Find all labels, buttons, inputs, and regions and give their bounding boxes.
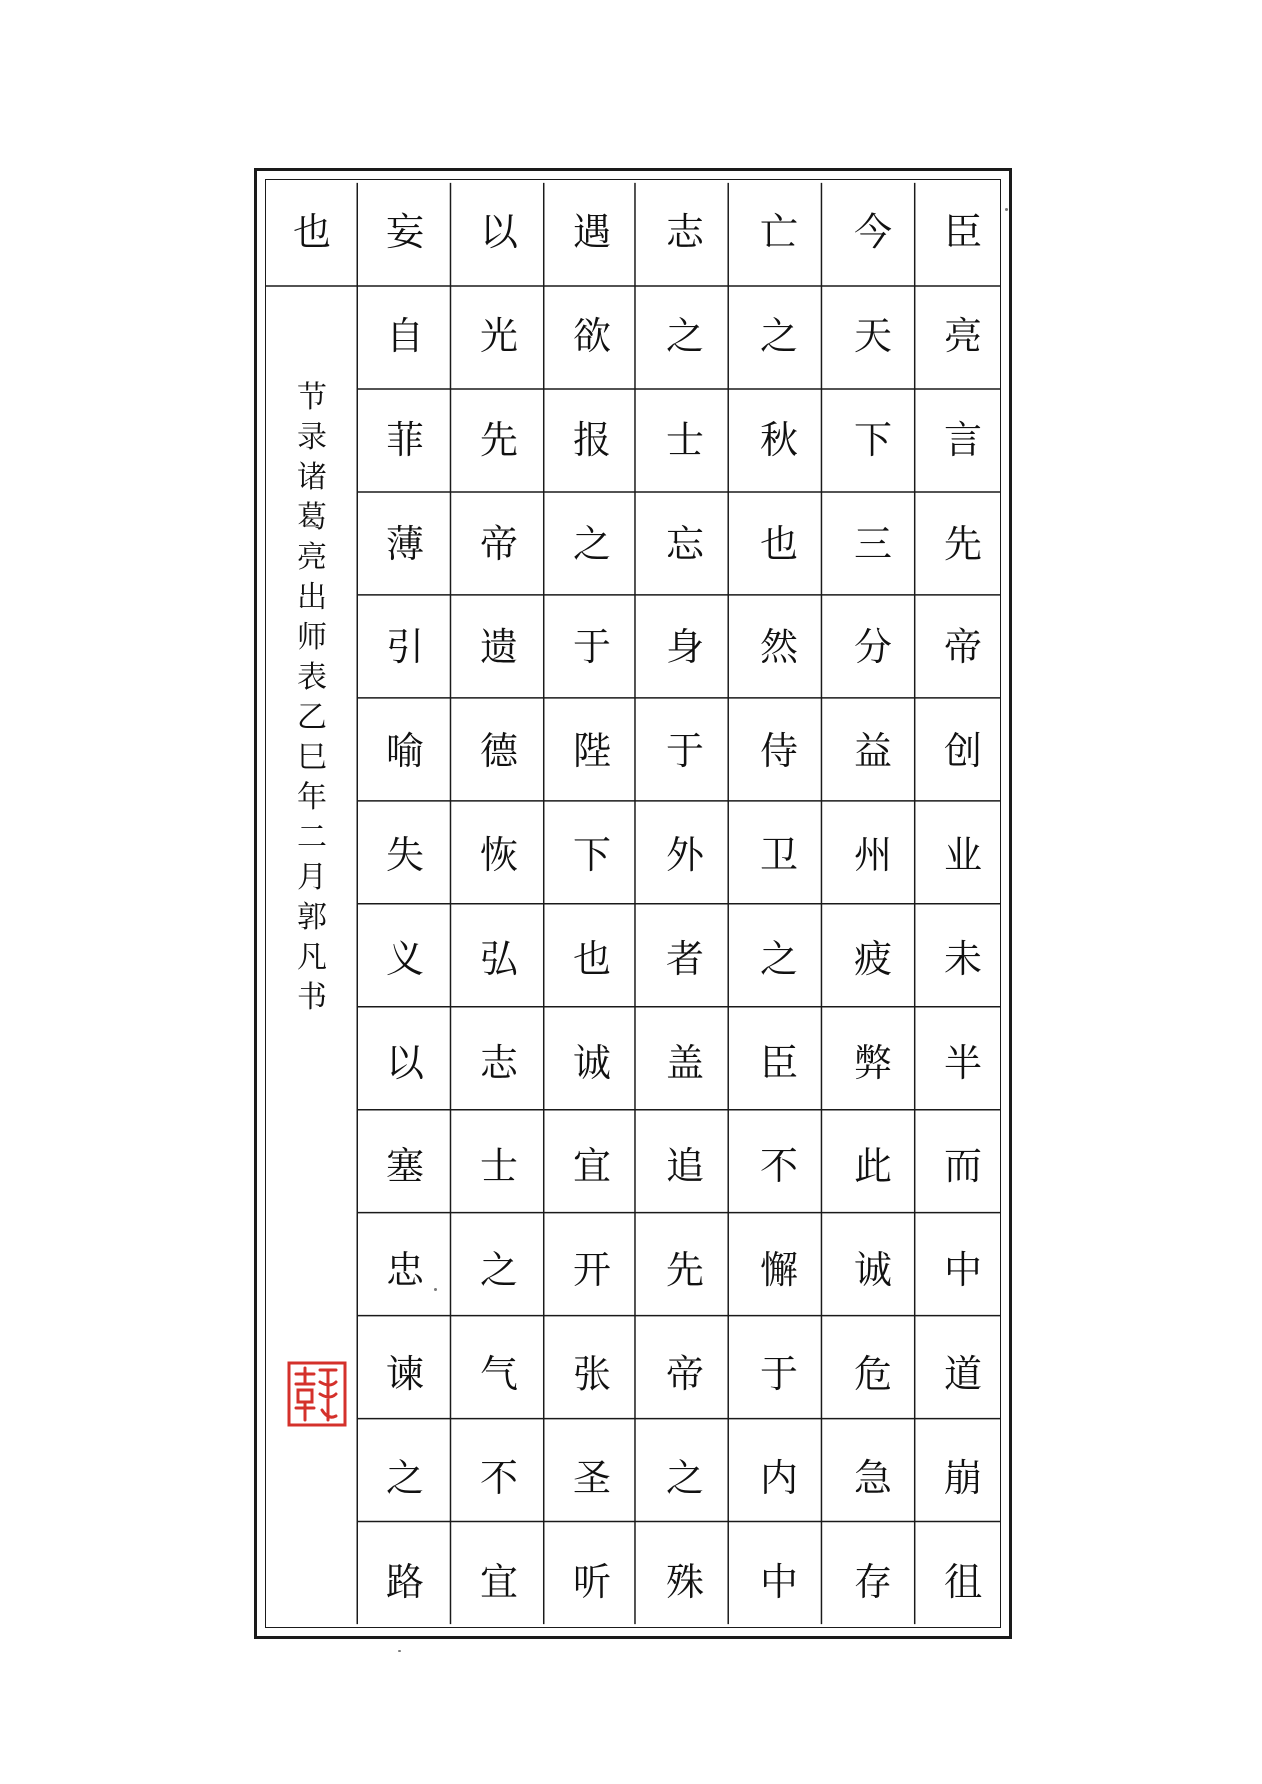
grid-character: 者 [665,936,704,981]
colophon-character: 录 [297,420,327,455]
paper-speck [398,1650,401,1652]
grid-character: 言 [943,417,982,462]
grid-character: 先 [943,521,982,566]
colophon-character: 出 [297,580,327,615]
grid-character: 之 [665,313,704,358]
grid-character: 恢 [479,832,518,877]
grid-character: 臣 [943,210,982,254]
grid-character: 宜 [572,1144,611,1189]
grid-character: 臣 [759,1040,798,1085]
grid-character: 失 [385,832,424,877]
red-seal-stamp [286,1360,348,1428]
grid-character: 急 [853,1455,892,1500]
colophon-character: 巳 [297,740,327,775]
colophon-character: 二 [297,820,327,855]
grid-character: 先 [665,1248,704,1293]
grid-character: 存 [853,1559,892,1604]
grid-character: 外 [665,832,704,877]
grid-character: 弘 [479,936,518,981]
grid-character: 危 [853,1351,892,1396]
grid-character: 半 [943,1040,982,1085]
colophon-character: 节 [297,380,327,415]
grid-character: 帝 [665,1351,704,1396]
grid-character: 内 [759,1455,798,1500]
grid-character: 中 [759,1559,798,1604]
grid-character: 天 [853,313,892,358]
grid-character: 以 [479,210,518,254]
grid-character: 创 [943,729,982,774]
grid-character: 开 [572,1248,611,1293]
grid-character: 志 [665,210,704,254]
grid-character: 光 [479,313,518,358]
grid-character: 追 [665,1144,704,1189]
grid-character: 圣 [572,1455,611,1500]
grid-character: 谏 [385,1351,424,1396]
grid-character: 亡 [759,210,798,254]
grid-character: 不 [479,1455,518,1500]
grid-character: 懈 [759,1248,798,1293]
grid-character: 今 [853,210,892,254]
grid-character: 塞 [385,1144,424,1189]
grid-character: 弊 [853,1040,892,1085]
colophon-character: 诸 [297,460,327,495]
grid-character: 侍 [759,729,798,774]
grid-character: 士 [665,417,704,462]
grid-character: 盖 [665,1040,704,1085]
colophon-character: 月 [297,860,327,895]
grid-character: 中 [943,1248,982,1293]
colophon-character: 郭 [297,900,327,935]
grid-character: 妄 [385,210,424,254]
colophon-character: 书 [297,980,327,1015]
grid-character: 之 [759,936,798,981]
colophon-character: 年 [297,780,327,815]
grid-character: 未 [943,936,982,981]
colophon-character: 表 [297,660,327,695]
grid-character: 殊 [665,1559,704,1604]
grid-character: 引 [385,625,424,670]
grid-character: 路 [385,1559,424,1604]
grid-character: 之 [665,1455,704,1500]
colophon-character: 葛 [297,500,327,535]
grid-character: 也 [292,210,331,254]
grid-character: 德 [479,729,518,774]
grid-character: 之 [385,1455,424,1500]
grid-character: 不 [759,1144,798,1189]
grid-character: 陛 [572,729,611,774]
grid-character: 报 [572,417,611,462]
grid-character: 崩 [943,1455,982,1500]
grid-character: 亮 [943,313,982,358]
grid-character: 下 [853,417,892,462]
grid-character: 州 [853,832,892,877]
colophon-character: 亮 [297,540,327,575]
grid-character: 以 [385,1040,424,1085]
grid-frame [265,179,1001,1628]
grid-character: 遗 [479,625,518,670]
grid-character: 志 [479,1040,518,1085]
grid-character: 于 [572,625,611,670]
grid-character: 菲 [385,417,424,462]
grid-character: 下 [572,832,611,877]
grid-character: 欲 [572,313,611,358]
calligraphy-sheet [254,168,1012,1639]
grid-character: 听 [572,1559,611,1604]
grid-character: 张 [572,1351,611,1396]
grid-character: 身 [665,625,704,670]
grid-character: 三 [853,521,892,566]
paper-speck [434,1288,437,1291]
grid-character: 自 [385,313,424,358]
grid-character: 于 [759,1351,798,1396]
grid-character: 徂 [943,1559,982,1604]
colophon-character: 凡 [297,940,327,975]
grid-character: 然 [759,625,798,670]
grid-character: 也 [759,521,798,566]
grid-character: 先 [479,417,518,462]
grid-character: 之 [572,521,611,566]
grid-character: 士 [479,1144,518,1189]
grid-character: 秋 [759,417,798,462]
colophon-character: 师 [297,620,327,655]
grid-character: 疲 [853,936,892,981]
grid-character: 诚 [853,1248,892,1293]
grid-character: 也 [572,936,611,981]
grid-character: 义 [385,936,424,981]
grid-character: 道 [943,1351,982,1396]
grid-character: 卫 [759,832,798,877]
grid-character: 薄 [385,521,424,566]
grid-character: 益 [853,729,892,774]
paper-speck [1005,208,1008,211]
grid-character: 遇 [572,210,611,254]
colophon-inscription [266,378,358,1018]
grid-character: 分 [853,625,892,670]
grid-character: 忠 [385,1248,424,1293]
grid-character: 喻 [385,729,424,774]
grid-character: 诚 [572,1040,611,1085]
grid-character: 而 [943,1144,982,1189]
grid-character: 业 [943,832,982,877]
grid-character: 之 [479,1248,518,1293]
grid-character: 忘 [665,521,704,566]
grid-character: 帝 [943,625,982,670]
grid-character: 于 [665,729,704,774]
grid-character: 宜 [479,1559,518,1604]
grid-character: 之 [759,313,798,358]
grid-character: 气 [479,1351,518,1396]
grid-character: 此 [853,1144,892,1189]
grid-character: 帝 [479,521,518,566]
colophon-character: 乙 [297,700,327,735]
